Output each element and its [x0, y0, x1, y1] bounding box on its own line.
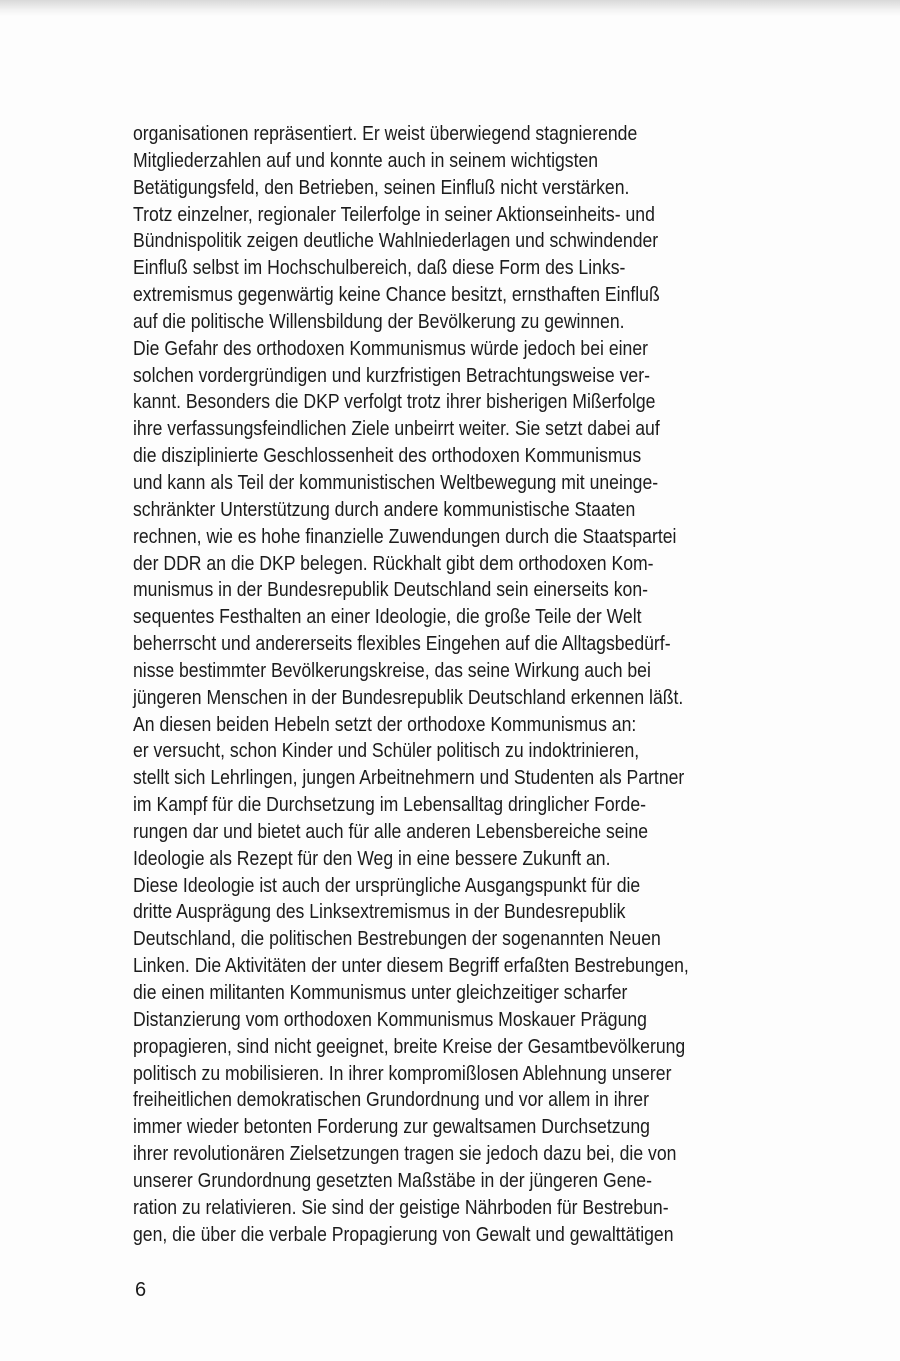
page-number: 6 [135, 1279, 147, 1301]
text-line: die einen militanten Kommunismus unter gleichzeitiger scharfer [133, 981, 628, 1004]
text-line: solchen vordergründigen und kurzfristigen Betrachtungsweise ver- [133, 363, 650, 387]
text-line: Die Gefahr des orthodoxen Kommunismus würde jedoch bei einer [133, 336, 648, 360]
text-line: organisationen repräsentiert. Er weist überwiegend stagnierende [133, 122, 638, 145]
text-line: unserer Grundordnung gesetzten Maßstäbe in der jüngeren Gene- [133, 1168, 652, 1192]
text-line: auf die politische Willensbildung der Bevölkerung zu gewinnen. [133, 309, 625, 333]
text-line: Linken. Die Aktivitäten der unter diesem Begriff erfaßten Bestrebungen, [133, 954, 689, 978]
text-line: munismus in der Bundesrepublik Deutschland sein einerseits kon- [133, 578, 648, 602]
text-line: Einfluß selbst im Hochschulbereich, daß diese Form des Links- [133, 256, 626, 280]
text-line: Deutschland, die politischen Bestrebungen der sogenannten Neuen [133, 927, 661, 951]
text-line: stellt sich Lehrlingen, jungen Arbeitnehmern und Studenten als Partner [133, 766, 685, 790]
text-line: im Kampf für die Durchsetzung im Lebensalltag dringlicher Forde- [133, 793, 647, 817]
text-line: beherrscht und andererseits flexibles Eingehen auf die Alltagsbedürf- [133, 632, 671, 656]
text-line: nisse bestimmter Bevölkerungskreise, das seine Wirkung auch bei [133, 658, 651, 682]
text-line: extremismus gegenwärtig keine Chance besitzt, ernsthaften Einfluß [133, 283, 660, 307]
text-line: politisch zu mobilisieren. In ihrer kompromißlosen Ablehnung unserer [133, 1061, 672, 1085]
text-line: freiheitlichen demokratischen Grundordnung und vor allem in ihrer [133, 1088, 649, 1112]
text-line: er versucht, schon Kinder und Schüler politisch zu indoktrinieren, [133, 739, 640, 763]
text-line: ration zu relativieren. Sie sind der geistige Nährboden für Bestrebun- [133, 1195, 669, 1219]
text-line: An diesen beiden Hebeln setzt der orthodoxe Kommunismus an: [133, 712, 637, 736]
text-line: sequentes Festhalten an einer Ideologie, die große Teile der Welt [133, 605, 642, 629]
text-line: Betätigungsfeld, den Betrieben, seinen Einfluß nicht verstärken. [133, 175, 630, 199]
text-line: jüngeren Menschen in der Bundesrepublik Deutschland erkennen läßt. [133, 685, 684, 709]
text-line: die disziplinierte Geschlossenheit des orthodoxen Kommunismus [133, 444, 642, 468]
body-text [133, 121, 893, 1248]
text-line: Bündnispolitik zeigen deutliche Wahlniederlagen und schwindender [133, 229, 659, 253]
text-line: Mitgliederzahlen auf und konnte auch in seinem wichtigsten [133, 148, 599, 172]
text-line: rechnen, wie es hohe finanzielle Zuwendungen durch die Staatspartei [133, 524, 677, 548]
text-line: dritte Ausprägung des Linksextremismus in der Bundesrepublik [133, 900, 626, 924]
text-line: Trotz einzelner, regionaler Teilerfolge in seiner Aktionseinheits- und [133, 202, 655, 226]
text-line: schränkter Unterstützung durch andere kommunistische Staaten [133, 497, 636, 521]
scan-top-edge [0, 0, 900, 16]
text-line: Diese Ideologie ist auch der ursprüngliche Ausgangspunkt für die [133, 873, 641, 897]
text-line: der DDR an die DKP belegen. Rückhalt gibt dem orthodoxen Kom- [133, 551, 654, 575]
text-line: gen, die über die verbale Propagierung von Gewalt und gewalttätigen [133, 1222, 674, 1246]
text-line: Ideologie als Rezept für den Weg in eine bessere Zukunft an. [133, 846, 611, 870]
text-line: kannt. Besonders die DKP verfolgt trotz ihrer bisherigen Mißerfolge [133, 390, 656, 414]
text-line: rungen dar und bietet auch für alle anderen Lebensbereiche seine [133, 819, 649, 843]
text-line: Distanzierung vom orthodoxen Kommunismus Moskauer Prägung [133, 1007, 647, 1031]
text-line: immer wieder betonten Forderung zur gewaltsamen Durchsetzung [133, 1115, 650, 1139]
text-line: ihre verfassungsfeindlichen Ziele unbeirrt weiter. Sie setzt dabei auf [133, 417, 660, 441]
text-line: ihrer revolutionären Zielsetzungen tragen sie jedoch dazu bei, die von [133, 1142, 677, 1166]
text-line: propagieren, sind nicht geeignet, breite Kreise der Gesamtbevölkerung [133, 1034, 686, 1058]
text-line: und kann als Teil der kommunistischen Weltbewegung mit uneinge- [133, 470, 659, 494]
